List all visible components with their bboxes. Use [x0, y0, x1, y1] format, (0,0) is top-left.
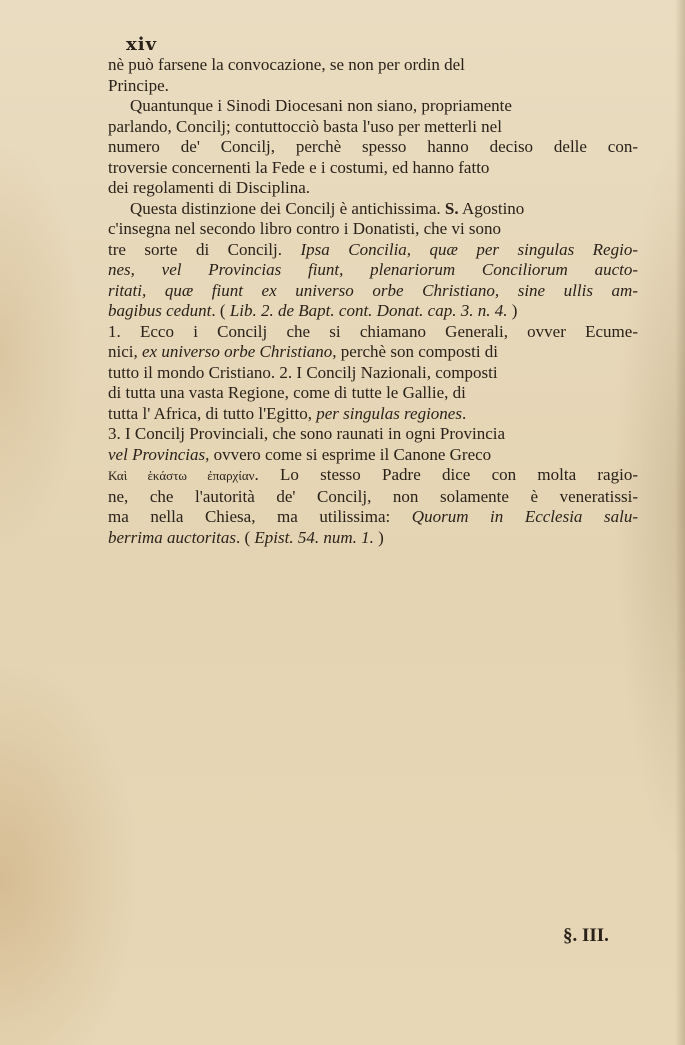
text-run: c'insegna nel secondo libro contro i Donatisti, che vi sono — [108, 219, 502, 238]
text-line — [108, 219, 638, 240]
text-line — [108, 363, 638, 384]
text-line — [108, 424, 638, 445]
bold-run: S. — [444, 198, 459, 218]
italic-run: Epist. 54. num. 1. — [254, 527, 374, 547]
text-line — [108, 55, 638, 76]
text-run: numero de' Concilj, perchè spesso hanno deciso delle con- — [108, 137, 638, 156]
italic-run: nes, vel Provincias fiunt, plenariorum Conciliorum aucto- — [108, 260, 638, 279]
text-run: . ( — [211, 301, 230, 320]
text-line — [108, 322, 638, 343]
italic-run: vel Provincias — [108, 444, 206, 464]
italic-run: berrima auctoritas — [108, 527, 236, 547]
italic-run: ex universo orbe Christiano — [142, 342, 333, 361]
text-run: tutta l' Africa, di tutto l'Egitto, — [108, 403, 317, 423]
text-run: Principe. — [108, 75, 169, 95]
text-run: troversie concernenti la Fede e i costumi, ed hanno fatto — [108, 157, 490, 177]
italic-run: Lib. 2. de Bapt. cont. Donat. cap. 3. n. 4. — [229, 301, 508, 320]
text-line — [108, 96, 638, 117]
text-line — [108, 342, 638, 363]
text-run: Questa distinzione dei Concilj è antichissima. — [130, 198, 445, 218]
text-run: dei regolamenti di Disciplina. — [108, 178, 311, 197]
text-run: tutto il mondo Cristiano. 2. I Concilj Nazionali, composti — [108, 362, 498, 382]
text-run: nè può farsene la convocazione, se non per ordin del — [108, 55, 465, 74]
text-run: . Lo stesso Padre dice con molta ragio- — [254, 465, 638, 484]
text-line — [108, 199, 638, 220]
text-run: 3. I Concilj Provinciali, che sono raunati in ogni Provincia — [108, 424, 506, 443]
italic-run: ritati, quæ fiunt ex universo orbe Christiano, sine ullis am- — [108, 280, 638, 300]
text-run: parlando, Concilj; contuttocciò basta l'uso per metterli nel — [108, 116, 502, 136]
text-run: ) — [507, 301, 518, 320]
text-run: ma nella Chiesa, ma utilissima: — [108, 507, 412, 526]
page-edge-shadow — [675, 0, 685, 1045]
text-run: , ovvero come si esprime il Canone Greco — [205, 444, 492, 464]
text-line — [108, 383, 638, 404]
text-line — [108, 487, 638, 508]
italic-run: Ipsa Concilia, quæ per singulas Regio- — [300, 239, 638, 259]
text-run: Quantunque i Sinodi Diocesani non siano, propriamente — [130, 96, 512, 115]
italic-run: per singulas regiones — [316, 403, 462, 423]
text-line — [108, 281, 638, 302]
italic-run: bagibus cedunt — [108, 301, 212, 320]
text-run: di tutta una vasta Regione, come di tutte le Gallie, di — [108, 383, 466, 402]
text-run: , perchè son composti di — [332, 342, 499, 361]
text-line — [108, 117, 638, 138]
text-line — [108, 260, 638, 281]
text-run: ) — [373, 527, 384, 547]
text-line — [108, 404, 638, 425]
text-run: . — [461, 403, 467, 423]
text-line — [108, 158, 638, 179]
text-run: tre sorte di Concilj. — [108, 239, 301, 259]
text-line — [108, 301, 638, 322]
text-run: nici, — [108, 342, 142, 361]
text-line — [108, 465, 638, 487]
italic-run: Quorum in Ecclesia salu- — [411, 507, 638, 526]
text-line — [108, 445, 638, 466]
text-line — [108, 137, 638, 158]
text-line — [108, 178, 638, 199]
greek-run: Καὶ ἑκάστω ἐπαρχίαν — [108, 468, 255, 483]
text-line — [108, 240, 638, 261]
text-run: 1. Ecco i Concilj che si chiamano Generali, ovver Ecume- — [108, 321, 638, 341]
body-text — [108, 55, 638, 548]
text-line — [108, 76, 638, 97]
text-run: . ( — [235, 527, 255, 547]
text-line — [108, 528, 638, 549]
text-run: Agostino — [458, 198, 525, 218]
text-run: ne, che l'autorità de' Concilj, non solamente è veneratissi- — [108, 486, 638, 506]
text-line — [108, 507, 638, 528]
catchword: §. III. — [563, 925, 609, 946]
page-number: xiv — [126, 34, 158, 55]
